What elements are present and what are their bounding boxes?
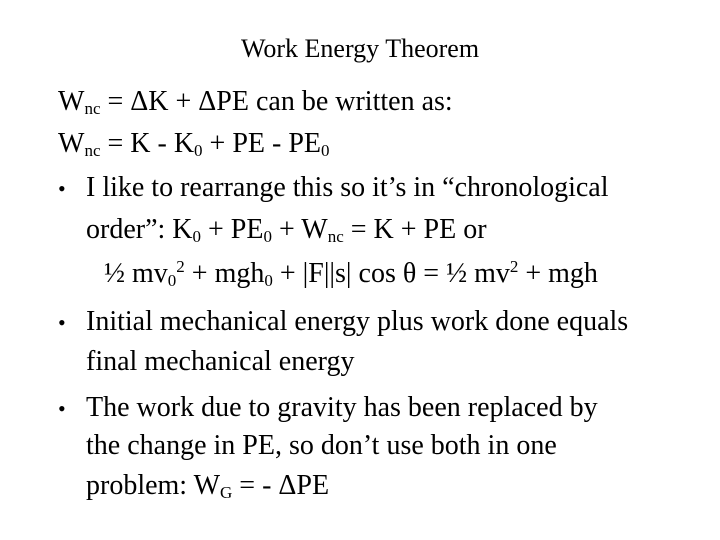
b3l3-part2: = - ΔPE xyxy=(232,470,330,501)
eq2-subscript-3: 0 xyxy=(321,141,330,160)
bullet-marker: • xyxy=(58,310,66,335)
b1l2-part3: + W xyxy=(271,214,328,245)
eq2-subscript-2: 0 xyxy=(194,141,203,160)
b1l3-part1: ½ mv xyxy=(104,258,168,289)
bullet-3-text: The work due to gravity has been replaced by xyxy=(86,392,598,423)
b1l3-sup1: 2 xyxy=(176,257,185,276)
eq2-symbol: W xyxy=(58,128,85,159)
eq1-subscript: nc xyxy=(84,99,101,118)
bullet-1-line-1 xyxy=(58,172,609,205)
b1l2-sub2: 0 xyxy=(263,227,272,246)
eq1-symbol: W xyxy=(58,86,85,117)
b1l3-sub2: 0 xyxy=(264,271,273,290)
bullet-1-line-2 xyxy=(86,214,487,246)
bullet-3-text-cont: the change in PE, so don’t use both in one xyxy=(86,430,557,461)
bullet-marker: • xyxy=(58,176,66,201)
equation-line-2 xyxy=(58,128,330,160)
eq1-text: = ΔK + ΔPE can be written as: xyxy=(100,86,453,117)
b1l2-part4: = K + PE or xyxy=(343,214,487,245)
bullet-3-line-2 xyxy=(86,430,557,462)
slide-title xyxy=(0,34,720,64)
title-text: Work Energy Theorem xyxy=(240,34,480,63)
b1l3-sup2: 2 xyxy=(509,257,519,276)
bullet-2-line-2 xyxy=(86,346,354,378)
bullet-2-line-1 xyxy=(58,306,628,339)
b1l2-part1: order”: K xyxy=(86,214,193,245)
b1l3-sub1: 0 xyxy=(167,271,177,290)
bullet-marker: • xyxy=(58,396,66,421)
bullet-1-text: I like to rearrange this so it’s in “chronological xyxy=(86,172,609,203)
b1l3-part4: + mgh xyxy=(518,258,598,289)
b3l3-sub1: G xyxy=(220,483,233,502)
eq2-text-2: + PE - PE xyxy=(202,128,322,159)
eq2-subscript: nc xyxy=(84,141,101,160)
bullet-2-text-cont: final mechanical energy xyxy=(86,346,355,377)
b1l3-part2: + mgh xyxy=(184,258,265,289)
bullet-3-line-3 xyxy=(86,470,329,502)
b1l2-sub3: nc xyxy=(327,227,344,246)
b1l3-part3: + |F||s| cos θ = ½ mv xyxy=(272,258,510,289)
equation-line-1 xyxy=(58,86,453,118)
bullet-2-text: Initial mechanical energy plus work done equals xyxy=(86,306,629,337)
eq2-text-1: = K - K xyxy=(100,128,195,159)
bullet-3-line-1 xyxy=(58,392,598,425)
bullet-1-line-3 xyxy=(104,258,598,290)
b3l3-part1: problem: W xyxy=(86,470,221,501)
b1l2-sub1: 0 xyxy=(192,227,202,246)
b1l2-part2: + PE xyxy=(201,214,264,245)
